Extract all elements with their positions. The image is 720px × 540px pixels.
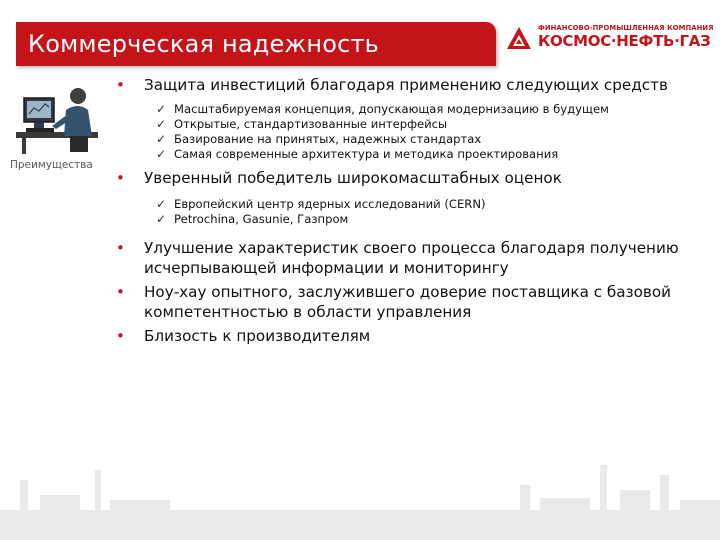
industrial-skyline-background xyxy=(0,450,720,540)
checkmark-icon: ✓ xyxy=(156,131,167,146)
sub-item-text: Масштабируемая концепция, допускающая модернизацию в будущем xyxy=(174,101,609,116)
sub-item xyxy=(116,197,706,212)
sidebar-label: Преимущества xyxy=(10,159,93,171)
bullet-text: Улучшение характеристик своего процесса благодаря получению исчерпывающей информации и мониторингу xyxy=(144,239,679,277)
sub-item-text: Самая современные архитектура и методика проектирования xyxy=(174,146,559,161)
checkmark-icon: ✓ xyxy=(156,197,167,211)
bullet-item xyxy=(116,327,706,347)
bullet-icon: • xyxy=(116,327,125,345)
checkmark-icon: ✓ xyxy=(156,101,167,116)
bullet-item xyxy=(116,76,706,96)
checkmark-icon: ✓ xyxy=(156,146,167,161)
bullet-text: Уверенный победитель широкомасштабных оценок xyxy=(144,168,562,187)
bullet-text: Ноу-хау опытного, заслужившего доверие поставщика с базовой компетентностью в области управления xyxy=(144,283,672,321)
bullet-icon: • xyxy=(116,283,125,301)
sub-item xyxy=(116,102,706,117)
person-at-computer-icon xyxy=(12,80,102,156)
bullet-list xyxy=(116,76,706,347)
sub-item xyxy=(116,212,706,227)
bullet-text: Близость к производителям xyxy=(144,327,371,345)
sub-item xyxy=(116,132,706,147)
title-bar xyxy=(16,22,496,66)
bullet-item xyxy=(116,169,706,189)
logo-name: КОСМОС·НЕФТЬ·ГАЗ xyxy=(538,32,711,50)
sub-item xyxy=(116,147,706,162)
sub-item-text: Базирование на принятых, надежных стандартах xyxy=(174,131,482,146)
bullet-text: Защита инвестиций благодаря применению следующих средств xyxy=(144,76,668,94)
bullet-item xyxy=(116,283,706,322)
bullet-icon: • xyxy=(116,76,125,94)
bullet-icon: • xyxy=(116,239,125,257)
company-logo-mark-icon xyxy=(506,26,532,50)
sub-item-text: Petrochina, Gasunie, Газпром xyxy=(174,212,349,226)
sub-item-text: Открытые, стандартизованные интерфейсы xyxy=(174,116,448,131)
company-logo xyxy=(506,24,714,54)
logo-tagline: ФИНАНСОВО-ПРОМЫШЛЕННАЯ КОМПАНИЯ xyxy=(538,24,714,32)
checkmark-icon: ✓ xyxy=(156,116,167,131)
checkmark-icon: ✓ xyxy=(156,212,167,226)
sub-item-text: Европейский центр ядерных исследований (CERN) xyxy=(174,197,486,211)
bullet-item xyxy=(116,239,706,278)
sub-item xyxy=(116,117,706,132)
bullet-icon: • xyxy=(116,168,125,187)
page-title: Коммерческая надежность xyxy=(28,30,380,58)
